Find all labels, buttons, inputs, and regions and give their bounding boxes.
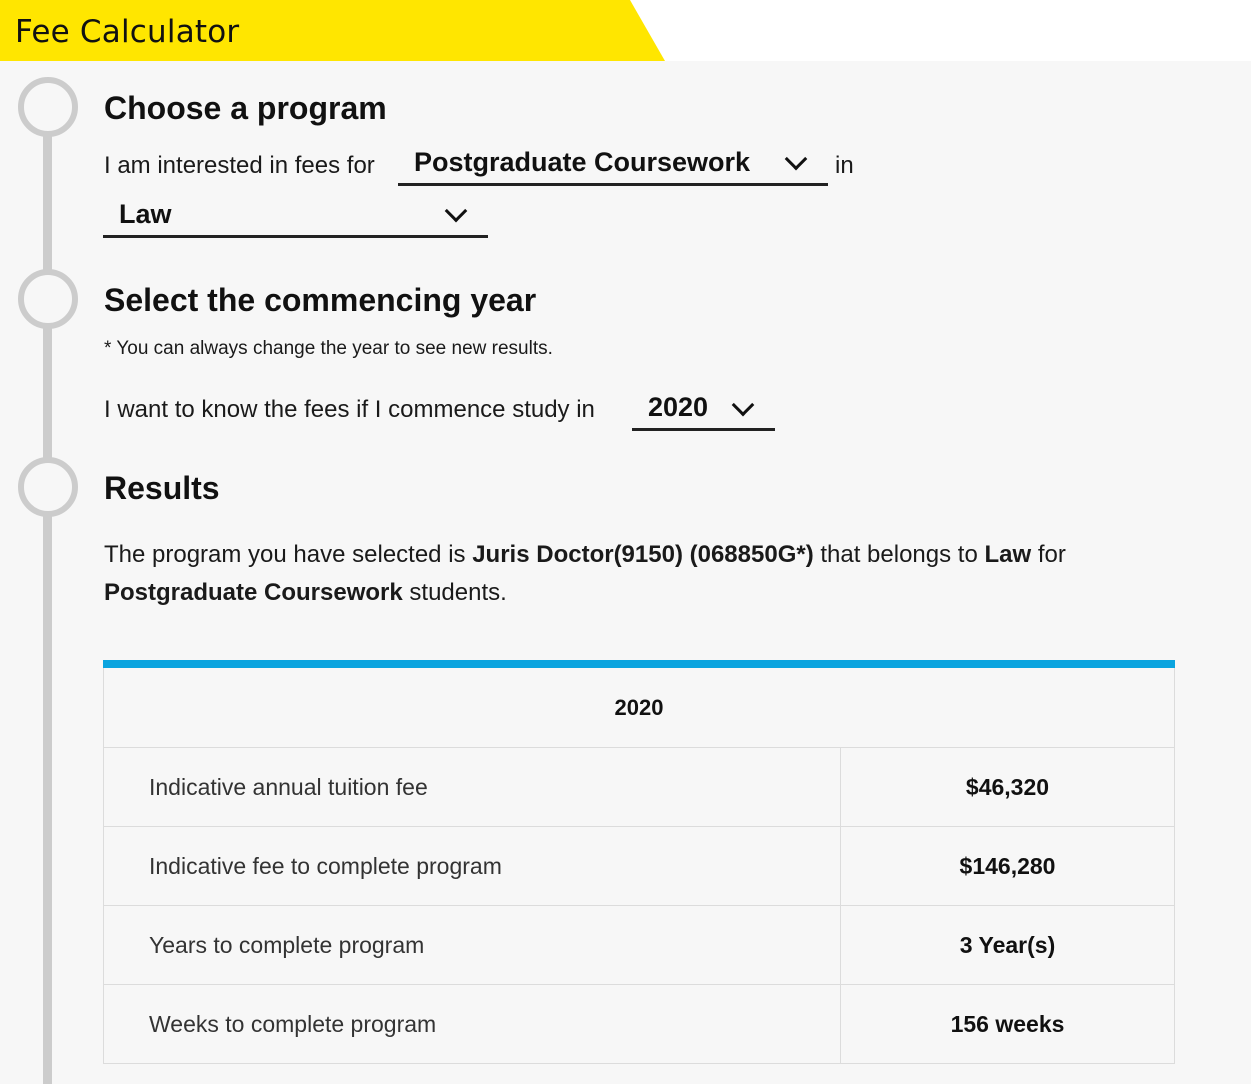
fee-value: $46,320 — [841, 748, 1175, 827]
study-level-select[interactable] — [398, 143, 828, 186]
chevron-down-icon — [732, 394, 755, 417]
fee-value: 3 Year(s) — [841, 906, 1175, 985]
choose-program-heading: Choose a program — [104, 90, 387, 126]
faculty-value: Law — [119, 199, 172, 229]
commencing-year-heading: Select the commencing year — [104, 282, 537, 318]
results-summary — [104, 536, 1184, 612]
interest-prefix-text: I am interested in fees for — [104, 152, 375, 179]
results-text-start: The program you have selected is — [104, 541, 473, 568]
fee-label: Years to complete program — [104, 906, 841, 985]
table-header-row — [104, 664, 1175, 748]
selected-faculty: Law — [984, 541, 1032, 568]
fee-results-table — [103, 660, 1175, 1064]
step-2-marker — [18, 269, 78, 329]
table-row — [104, 748, 1175, 827]
fee-label: Weeks to complete program — [104, 985, 841, 1064]
table-row — [104, 906, 1175, 985]
year-select[interactable] — [632, 389, 775, 431]
commence-prefix-text: I want to know the fees if I commence study in — [104, 396, 595, 423]
step-3-marker — [18, 457, 78, 517]
table-year-header: 2020 — [104, 664, 1175, 748]
interest-suffix-text: in — [835, 152, 854, 179]
faculty-select[interactable] — [103, 195, 488, 238]
chevron-down-icon — [445, 200, 468, 223]
fee-value: 156 weeks — [841, 985, 1175, 1064]
results-heading: Results — [104, 470, 220, 506]
timeline-line — [43, 105, 52, 1084]
step-1-marker — [18, 77, 78, 137]
fee-value: $146,280 — [841, 827, 1175, 906]
year-change-note: * You can always change the year to see new results. — [104, 338, 553, 359]
study-level-value: Postgraduate Coursework — [414, 147, 751, 177]
results-text-end: students. — [402, 579, 507, 606]
fee-label: Indicative fee to complete program — [104, 827, 841, 906]
year-value: 2020 — [648, 392, 709, 422]
results-text-mid: that belongs to — [813, 541, 985, 568]
results-text-for: for — [1031, 541, 1066, 568]
selected-level: Postgraduate Coursework — [104, 579, 403, 606]
selected-program: Juris Doctor(9150) (068850G*) — [472, 541, 814, 568]
fee-label: Indicative annual tuition fee — [104, 748, 841, 827]
table-row — [104, 827, 1175, 906]
table-row — [104, 985, 1175, 1064]
page-title: Fee Calculator — [15, 14, 240, 50]
chevron-down-icon — [785, 148, 808, 171]
